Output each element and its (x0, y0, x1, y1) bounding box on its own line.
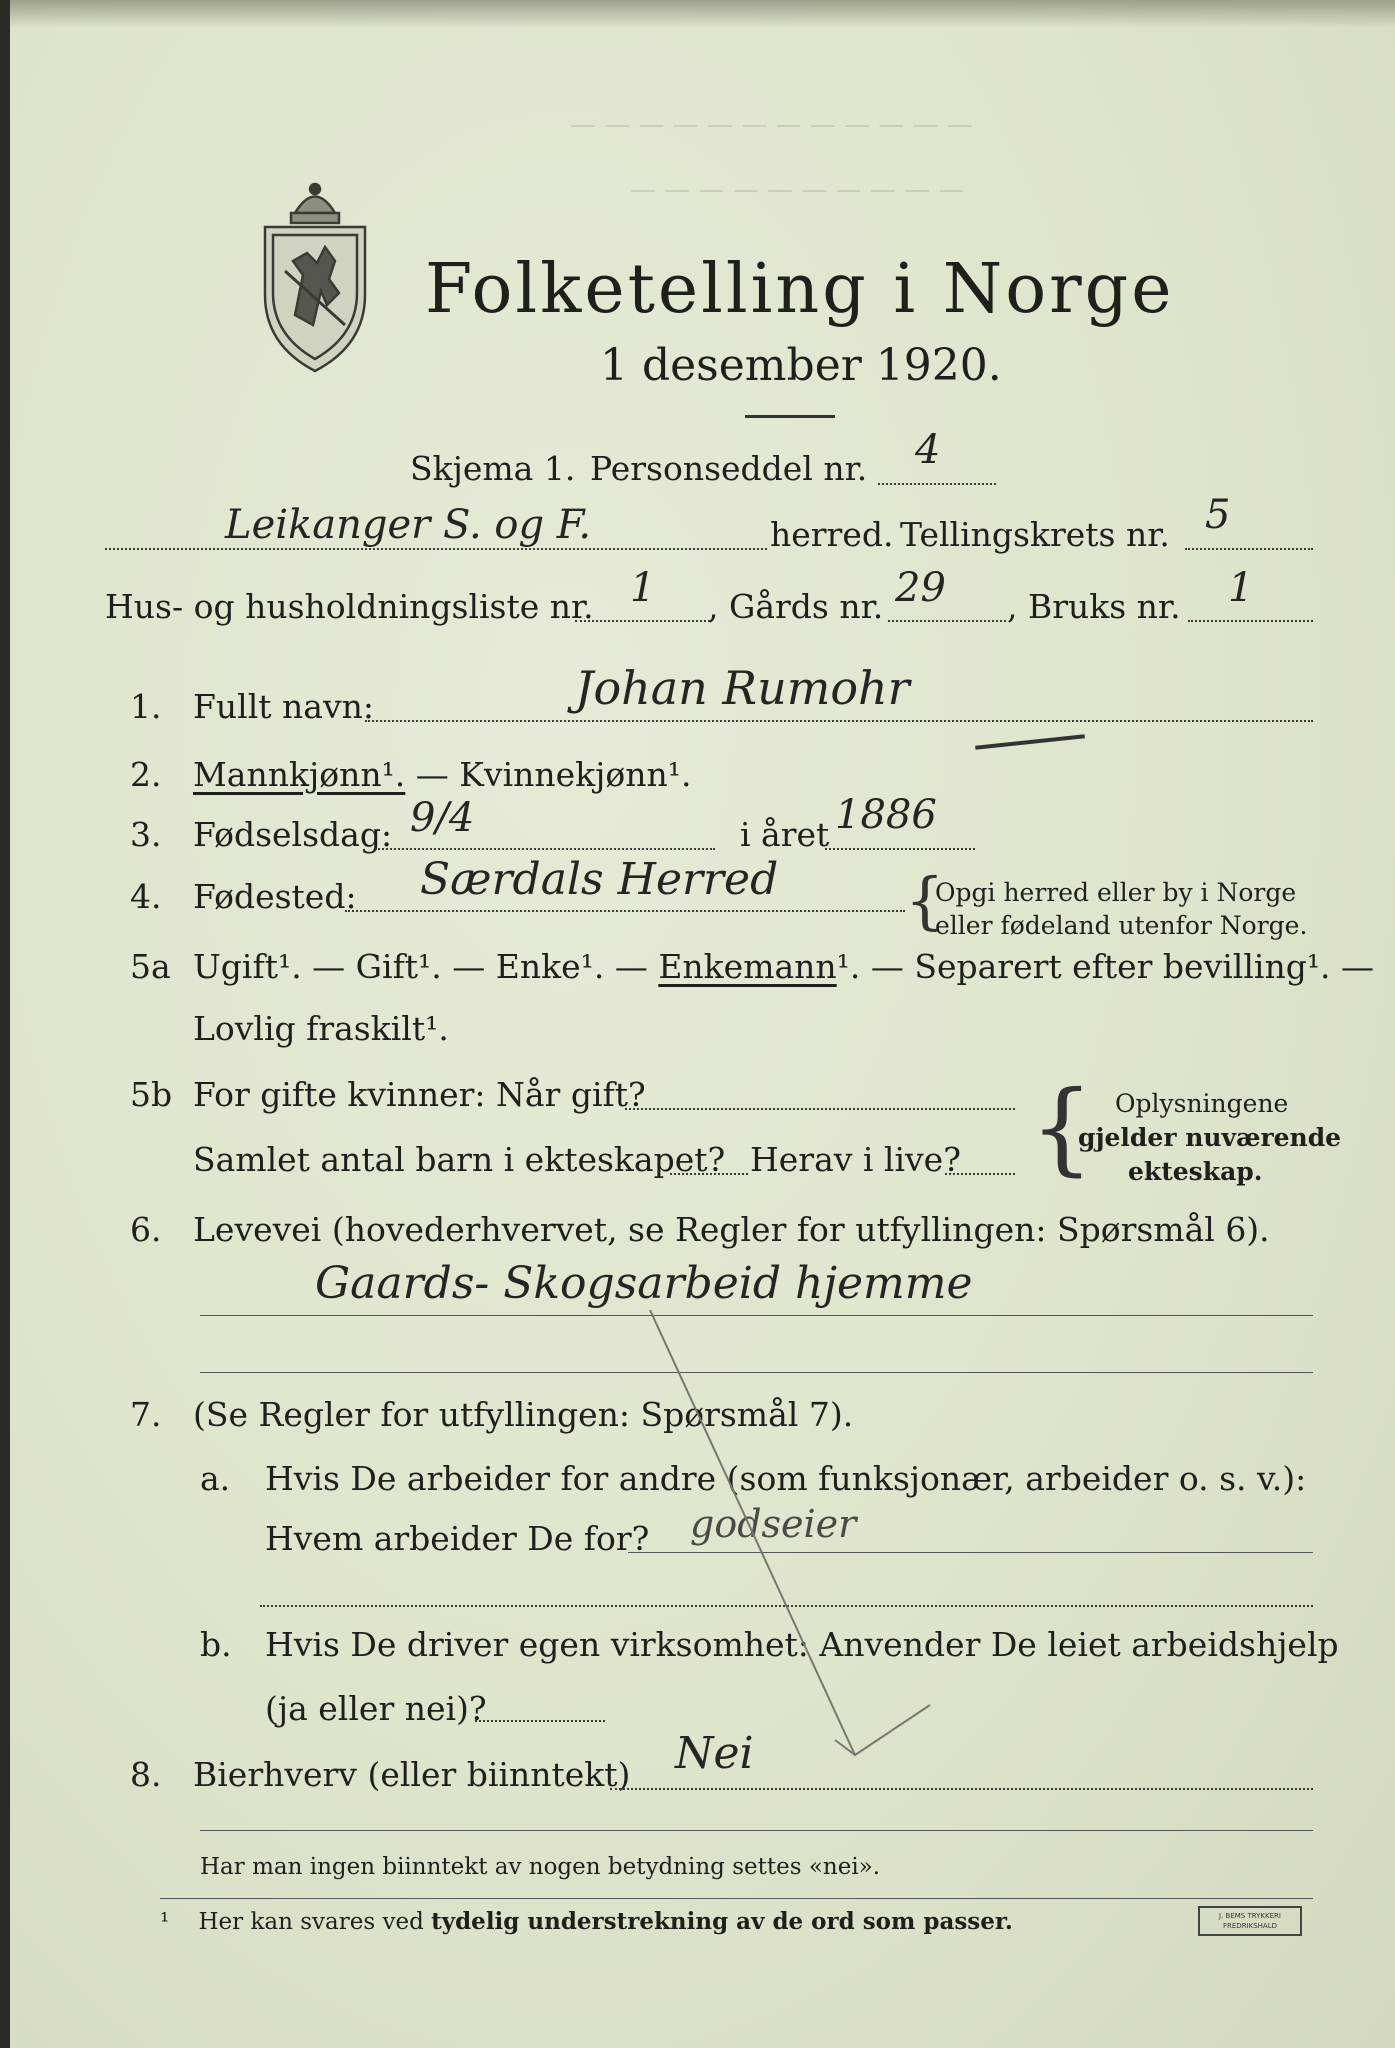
q5b-label2: Samlet antal barn i ekteskapet? (193, 1140, 726, 1179)
q7-label: (Se Regler for utfyllingen: Spørsmål 7). (193, 1395, 854, 1434)
q5b-label1: For gifte kvinner: Når gift? (193, 1075, 646, 1114)
q7a-label2: Hvem arbeider De for? (265, 1519, 650, 1558)
gender-separator: — (405, 755, 460, 794)
q5b-note-line2: gjelder nuværende (1078, 1123, 1342, 1152)
tellingskrets-line (1185, 548, 1313, 550)
q8-line (610, 1788, 1313, 1790)
q1-line (365, 720, 1313, 722)
q4-line (345, 910, 905, 912)
schema-label: Skjema 1. (410, 449, 576, 488)
q6-number: 6. (130, 1210, 162, 1249)
form-date: 1 desember 1920. (600, 340, 1002, 391)
birth-year-value[interactable]: 1886 (835, 792, 937, 838)
q2-number: 2. (130, 755, 162, 794)
q8-number: 8. (130, 1755, 162, 1794)
q1-label: Fullt navn: (193, 687, 374, 726)
birth-date-value[interactable]: 9/4 (410, 795, 475, 841)
q1-number: 1. (130, 687, 162, 726)
printer-stamp: J. BEMS TRYKKERI FREDRIKSHALD (1198, 1906, 1302, 1936)
q6-label: Levevei (hovederhvervet, se Regler for utfyllingen: Spørsmål 6). (193, 1210, 1270, 1249)
census-form-sheet (10, 0, 1395, 2048)
q4-brace: { (905, 864, 945, 937)
q3-label: Fødselsdag: (193, 815, 393, 854)
hus-value[interactable]: 1 (630, 565, 656, 611)
q5b-note-line1: Oplysningene (1115, 1089, 1289, 1118)
q5b-note-line3: ekteskap. (1128, 1157, 1263, 1186)
employer-value[interactable]: godseier (690, 1502, 857, 1546)
q7b-number: b. (200, 1625, 232, 1664)
gards-value[interactable]: 29 (895, 565, 946, 611)
q5a-options (193, 947, 1375, 986)
gards-line (888, 620, 1006, 622)
q3-year-label: i året (740, 815, 830, 854)
footer-note: Har man ingen biinntekt av nogen betydning settes «nei». (200, 1854, 881, 1880)
tellingskrets-label: Tellingskrets nr. (900, 515, 1170, 554)
q5b-number: 5b (130, 1075, 173, 1114)
bruks-line (1188, 620, 1313, 622)
q4-number: 4. (130, 877, 162, 916)
q7a-label1: Hvis De arbeider for andre (som funksjonær, arbeider o. s. v.): (265, 1459, 1307, 1498)
q5b-line1 (625, 1108, 1015, 1110)
tellingskrets-value[interactable]: 5 (1205, 492, 1231, 538)
personseddel-value[interactable]: 4 (915, 427, 941, 473)
q8-label: Bierhverv (eller biinntekt) (193, 1755, 631, 1794)
q7b-line (475, 1720, 605, 1722)
herred-line (105, 548, 767, 550)
hus-label: Hus- og husholdningsliste nr. (105, 587, 594, 626)
side-income-value[interactable]: Nei (675, 1728, 754, 1779)
q4-note-line1: Opgi herred eller by i Norge (935, 878, 1297, 907)
herred-label: herred. (770, 515, 894, 554)
q5b-line3 (945, 1173, 1015, 1175)
q3-line (375, 848, 715, 850)
gender-male-option[interactable]: Mannkjønn¹. (193, 755, 406, 794)
occupation-value[interactable]: Gaards- Skogsarbeid hjemme (315, 1258, 973, 1309)
footnote-divider (160, 1898, 1313, 1899)
birthplace-value[interactable]: Særdals Herred (420, 854, 779, 905)
q7b-label1: Hvis De driver egen virksomhet: Anvender De leiet arbeidshjelp (265, 1625, 1339, 1664)
personseddel-label: Personseddel nr. (590, 449, 868, 488)
full-name-value[interactable]: Johan Rumohr (575, 661, 910, 715)
q5b-brace: { (1030, 1069, 1094, 1186)
bleed-through-text: — — — — — — — — — — (630, 175, 965, 205)
bleed-through-text: — — — — — — — — — — — — (570, 110, 973, 140)
marital-options-post[interactable]: ¹. — Separert efter bevilling¹. — (836, 947, 1375, 986)
hus-line (575, 620, 710, 622)
q5a-line2[interactable]: Lovlig fraskilt¹. (193, 1009, 449, 1048)
bruks-label: , Bruks nr. (1007, 587, 1181, 626)
q4-label: Fødested: (193, 877, 357, 916)
gender-female-option[interactable]: Kvinnekjønn¹. (459, 755, 692, 794)
q5b-line2 (670, 1173, 748, 1175)
form-title: Folketelling i Norge (425, 250, 1175, 329)
footnote-mark: ¹ (160, 1909, 170, 1935)
title-divider (745, 415, 835, 418)
herred-value[interactable]: Leikanger S. og F. (225, 502, 592, 548)
marital-options-pre[interactable]: Ugift¹. — Gift¹. — Enke¹. — (193, 947, 659, 986)
bruks-value[interactable]: 1 (1228, 565, 1254, 611)
footnote: ¹ Her kan svares ved tydelig understrekning av de ord som passer. (160, 1908, 1013, 1935)
coat-of-arms-icon (255, 175, 375, 375)
marital-selected-option[interactable]: Enkemann (658, 947, 837, 986)
q3-number: 3. (130, 815, 162, 854)
personseddel-line (878, 483, 996, 485)
pen-stroke (975, 734, 1085, 749)
q2-options (193, 755, 692, 794)
gards-label: , Gårds nr. (708, 587, 884, 626)
q5a-number: 5a (130, 947, 171, 986)
q7b-label2: (ja eller nei)? (265, 1689, 487, 1728)
footer-divider (200, 1830, 1313, 1831)
q3-year-line (825, 848, 975, 850)
pencil-check-mark (630, 1310, 950, 1780)
q7a-number: a. (200, 1459, 231, 1498)
q4-note-line2: eller fødeland utenfor Norge. (935, 911, 1308, 940)
q7-number: 7. (130, 1395, 162, 1434)
q5b-label3: Herav i live? (750, 1140, 961, 1179)
